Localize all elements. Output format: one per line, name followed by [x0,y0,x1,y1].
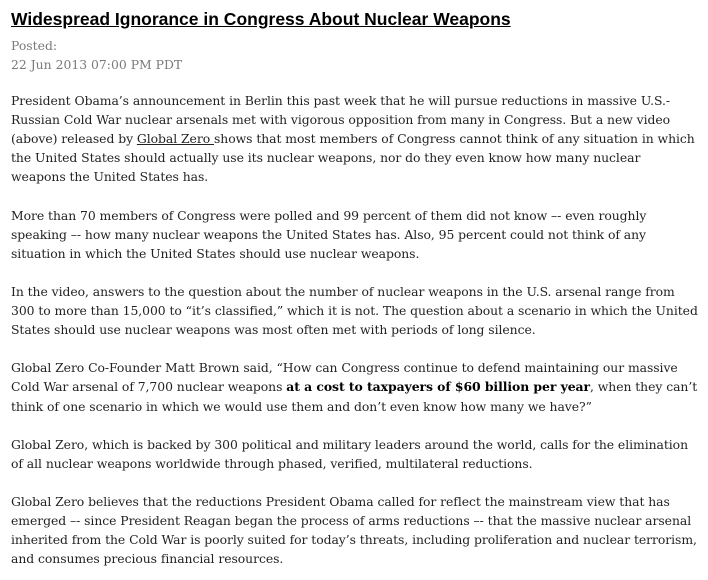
paragraph-4-text-end: , when they can’t think of one scenario in which we would use them and don’t even know how many we have?” [11,379,698,414]
paragraph-1-text-end: shows that most members of Congress cannot think of any situation in which the United States should actually use its nuclear weapons, nor do they even know how many nuclear weapons the United States has. [11,131,695,185]
article-body [11,91,698,568]
paragraph-1 [11,91,698,186]
paragraph-6: Global Zero believes that the reductions President Obama called for reflect the mainstream view that has emerged –- since President Reagan began the process of arms reductions –- that the massive nuclear arsenal inherited from the Cold War is poorly suited for today’s threats, including proliferation and nuclear terrorism, and consumes precious financial resources. [11,493,697,567]
posted-date: 22 Jun 2013 07:00 PM PDT [11,57,183,72]
cost-highlight: at a cost to taxpayers of $60 billion per year [286,379,590,395]
posted-label: Posted: [11,38,58,53]
post-meta [11,36,698,74]
paragraph-2: More than 70 members of Congress were polled and 99 percent of them did not know –- even roughly speaking –- how many nuclear weapons the United States has. Also, 95 percent could not think of any situation in which the United States should use nuclear weapons. [11,207,647,261]
paragraph-5: Global Zero, which is backed by 300 political and military leaders around the world, calls for the elimination of all nuclear weapons worldwide through phased, verified, multilateral reductions. [11,436,688,471]
paragraph-4-text-start: Global Zero Co-Founder Matt Brown said, “How can Congress continue to defend maintaining our massive Cold War arsenal of 7,700 nuclear weapons [11,360,678,395]
paragraph-3: In the video, answers to the question about the number of nuclear weapons in the U.S. arsenal range from 300 to more than 15,000 to “it’s classified,” which it is not. The question about a scenario in which the United States should use nuclear weapons was most often met with periods of long silence. [11,283,698,338]
article-title[interactable]: Widespread Ignorance in Congress About Nuclear Weapons [11,9,511,29]
global-zero-link[interactable]: Global Zero [136,131,214,147]
paragraph-1-text-start: President Obama’s announcement in Berlin this past week that he will pursue reductions in massive U.S.-Russian Cold War nuclear arsenals met with vigorous opposition from many in Congress. But a new video (above) released by [11,93,671,147]
paragraph-4 [11,358,698,415]
